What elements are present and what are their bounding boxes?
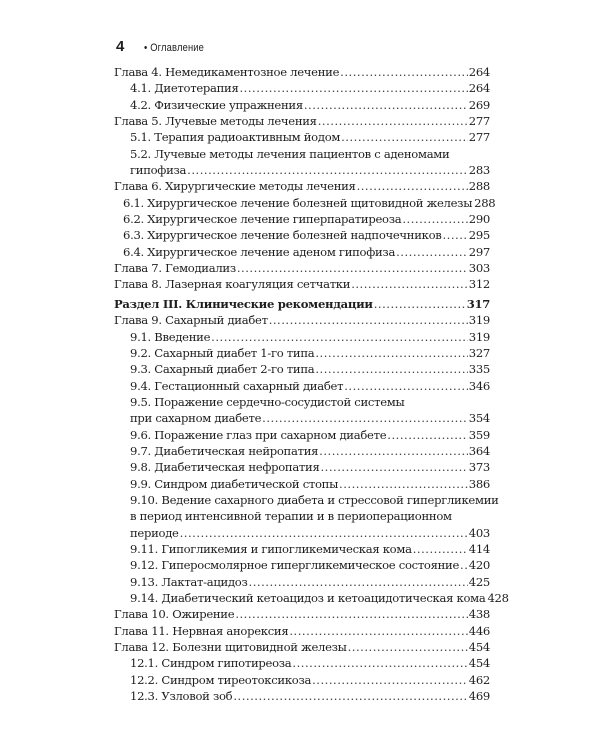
toc-entry-title: Раздел III. Клинические рекомендации <box>114 296 373 311</box>
toc-chapter-entry[interactable] <box>114 178 490 194</box>
toc-entry-title: Глава 4. Немедикаментозное лечение <box>114 65 340 79</box>
toc-subsection-entry[interactable] <box>114 541 490 557</box>
dot-leader <box>269 312 468 328</box>
toc-page-number: 354 <box>468 411 490 426</box>
toc-page-number: 283 <box>468 163 490 178</box>
toc-page-number: 303 <box>468 261 490 276</box>
toc-entry-title: Глава 9. Сахарный диабет <box>114 313 268 328</box>
toc-entry-title: 9.13. Лактат-ацидоз <box>130 574 248 589</box>
toc-page-number: 446 <box>468 623 490 638</box>
toc-entry-title: при сахарном диабете <box>130 411 262 426</box>
toc-page-number: 469 <box>468 689 490 704</box>
toc-entry-title: 9.14. Диабетический кетоацидоз и кетоацидотическая кома <box>130 591 486 605</box>
toc-subsection-entry[interactable] <box>114 244 490 260</box>
toc-subsection-entry[interactable] <box>114 492 499 508</box>
dot-leader <box>312 672 468 688</box>
toc-subsection-entry[interactable] <box>114 443 490 459</box>
dot-leader <box>235 606 467 622</box>
dot-leader <box>402 211 467 227</box>
dot-leader <box>413 541 468 557</box>
dot-leader <box>443 227 468 243</box>
dot-leader <box>357 178 468 194</box>
dot-leader <box>233 688 467 704</box>
toc-entry-title: 9.6. Поражение глаз при сахарном диабете <box>130 427 387 442</box>
dot-leader <box>304 97 468 113</box>
toc-page-number: 454 <box>468 656 490 671</box>
dot-leader <box>396 244 468 260</box>
toc-subsection-entry[interactable] <box>114 525 490 541</box>
running-title: • Оглавление <box>144 42 205 54</box>
toc-page-number: 403 <box>468 525 490 540</box>
toc-entry-title: 9.4. Гестационный сахарный диабет <box>130 378 344 393</box>
toc-page-number: 428 <box>487 591 509 605</box>
toc-entry-title: 9.12. Гиперосмолярное гипергликемическое состояние <box>130 558 460 573</box>
toc-entry-title: 12.2. Синдром тиреотоксикоза <box>130 672 312 687</box>
toc-page-number: 335 <box>468 362 490 377</box>
toc-page-number: 462 <box>468 672 490 687</box>
toc-page-number: 277 <box>468 130 490 145</box>
toc-subsection-entry[interactable] <box>114 195 496 211</box>
toc-subsection-entry[interactable] <box>114 80 490 96</box>
toc-subsection-entry[interactable] <box>114 459 490 475</box>
dot-leader <box>344 378 468 394</box>
toc-subsection-entry[interactable] <box>114 508 490 524</box>
toc-subsection-entry[interactable] <box>114 227 490 243</box>
toc-page-number: 317 <box>466 296 490 311</box>
toc-chapter-entry[interactable] <box>114 606 490 622</box>
dot-leader <box>340 64 468 80</box>
toc-entry-title: 9.3. Сахарный диабет 2-го типа <box>130 362 315 377</box>
toc-entry-title: 4.1. Диетотерапия <box>130 81 239 96</box>
toc-page-number: 346 <box>468 378 490 393</box>
toc-page-number: 319 <box>468 329 490 344</box>
toc-entry-title: Глава 6. Хирургические методы лечения <box>114 179 356 194</box>
table-of-contents <box>114 64 509 704</box>
toc-page-number: 373 <box>468 460 490 475</box>
toc-subsection-entry[interactable] <box>114 211 490 227</box>
toc-subsection-entry[interactable] <box>114 410 490 426</box>
toc-entry-title: 9.7. Диабетическая нейропатия <box>130 443 319 458</box>
toc-page-number: 425 <box>468 574 490 589</box>
toc-subsection-entry[interactable] <box>114 590 509 606</box>
toc-entry-title: 12.3. Узловой зоб <box>130 689 233 704</box>
toc-entry-title: 9.5. Поражение сердечно-сосудистой системы <box>130 394 405 409</box>
toc-subsection-entry[interactable] <box>114 345 490 361</box>
toc-section-entry[interactable] <box>114 296 490 312</box>
dot-leader <box>318 113 468 129</box>
toc-chapter-entry[interactable] <box>114 276 490 292</box>
toc-subsection-entry[interactable] <box>114 162 490 178</box>
toc-subsection-entry[interactable] <box>114 688 490 704</box>
toc-page-number: 269 <box>468 97 490 112</box>
toc-entry-title: в период интенсивной терапии и в периоперационном <box>130 509 452 524</box>
toc-entry-title: 9.8. Диабетическая нефропатия <box>130 460 320 475</box>
toc-page-number: 288 <box>474 195 496 210</box>
toc-entry-title: 12.1. Синдром гипотиреоза <box>130 656 292 671</box>
toc-page-number: 319 <box>468 313 490 328</box>
toc-subsection-entry[interactable] <box>114 378 490 394</box>
toc-page-number: 364 <box>468 443 490 458</box>
toc-chapter-entry[interactable] <box>114 64 490 80</box>
dot-leader <box>187 162 468 178</box>
toc-subsection-entry[interactable] <box>114 672 490 688</box>
toc-entry-title: Глава 5. Лучевые методы лечения <box>114 114 317 129</box>
toc-page-number: 290 <box>468 212 490 227</box>
toc-page-number: 264 <box>468 81 490 96</box>
toc-page-number: 297 <box>468 244 490 259</box>
toc-entry-title: Глава 10. Ожирение <box>114 607 235 622</box>
dot-leader <box>237 260 468 276</box>
toc-entry-title: 4.2. Физические упражнения <box>130 97 303 112</box>
toc-chapter-entry[interactable] <box>114 312 490 328</box>
toc-entry-title: 9.1. Введение <box>130 329 211 344</box>
page-number: 4 <box>116 38 125 55</box>
dot-leader <box>348 639 468 655</box>
toc-page-number: 295 <box>468 228 490 243</box>
dot-leader <box>315 361 467 377</box>
toc-entry-title: 5.1. Терапия радиоактивным йодом <box>130 130 341 145</box>
dot-leader <box>321 459 468 475</box>
toc-page-number: 438 <box>468 607 490 622</box>
dot-leader <box>249 574 468 590</box>
toc-entry-title: 9.11. Гипогликемия и гипогликемическая кома <box>130 541 412 556</box>
toc-entry-title: Глава 11. Нервная анорексия <box>114 623 289 638</box>
toc-subsection-entry[interactable] <box>114 97 490 113</box>
dot-leader <box>319 443 468 459</box>
toc-page-number: 327 <box>468 345 490 360</box>
toc-page-number: 359 <box>468 427 490 442</box>
toc-entry-title: Глава 8. Лазерная коагуляция сетчатки <box>114 277 351 292</box>
toc-subsection-entry[interactable] <box>114 476 490 492</box>
page-header <box>116 38 215 55</box>
dot-leader <box>351 276 468 292</box>
toc-subsection-entry[interactable] <box>114 329 490 345</box>
toc-page-number: 420 <box>468 558 490 573</box>
toc-entry-title: гипофиза <box>130 163 187 178</box>
toc-entry-title: 6.3. Хирургическое лечение болезней надпочечников <box>123 228 442 243</box>
toc-entry-title: 9.10. Ведение сахарного диабета и стрессовой гипергликемии <box>130 492 499 507</box>
dot-leader <box>289 623 467 639</box>
dot-leader <box>339 476 468 492</box>
toc-entry-title: 6.4. Хирургическое лечение аденом гипофиза <box>123 244 396 259</box>
toc-subsection-entry[interactable] <box>114 427 490 443</box>
toc-subsection-entry[interactable] <box>114 574 490 590</box>
toc-page-number: 288 <box>468 179 490 194</box>
toc-page-number: 454 <box>468 640 490 655</box>
dot-leader <box>180 525 468 541</box>
dot-leader <box>262 410 468 426</box>
toc-chapter-entry[interactable] <box>114 260 490 276</box>
toc-entry-title: 9.2. Сахарный диабет 1-го типа <box>130 345 315 360</box>
dot-leader <box>315 345 467 361</box>
toc-entry-title: 5.2. Лучевые методы лечения пациентов с аденомами <box>130 146 450 161</box>
toc-subsection-entry[interactable] <box>114 129 490 145</box>
dot-leader <box>240 80 468 96</box>
toc-page-number: 277 <box>468 114 490 129</box>
toc-page-number: 312 <box>468 277 490 292</box>
toc-page-number: 414 <box>468 541 490 556</box>
toc-entry-title: Глава 7. Гемодиализ <box>114 261 236 276</box>
dot-leader <box>341 129 468 145</box>
toc-entry-title: Глава 12. Болезни щитовидной железы <box>114 640 347 655</box>
toc-subsection-entry[interactable] <box>114 146 490 162</box>
toc-page-number: 264 <box>468 65 490 79</box>
toc-subsection-entry[interactable] <box>114 361 490 377</box>
toc-subsection-entry[interactable] <box>114 394 490 410</box>
dot-leader <box>211 329 468 345</box>
toc-page-number: 386 <box>468 476 490 491</box>
dot-leader <box>460 557 468 573</box>
toc-subsection-entry[interactable] <box>114 557 490 573</box>
toc-chapter-entry[interactable] <box>114 639 490 655</box>
dot-leader <box>374 296 466 312</box>
toc-entry-title: 6.1. Хирургическое лечение болезней щитовидной железы <box>123 195 473 210</box>
toc-chapter-entry[interactable] <box>114 623 490 639</box>
toc-entry-title: 6.2. Хирургическое лечение гиперпаратиреоза <box>123 212 402 227</box>
toc-entry-title: периоде <box>130 525 179 540</box>
toc-chapter-entry[interactable] <box>114 113 490 129</box>
toc-entry-title: 9.9. Синдром диабетической стопы <box>130 476 339 491</box>
toc-subsection-entry[interactable] <box>114 655 490 671</box>
dot-leader <box>387 427 468 443</box>
dot-leader <box>292 655 467 671</box>
